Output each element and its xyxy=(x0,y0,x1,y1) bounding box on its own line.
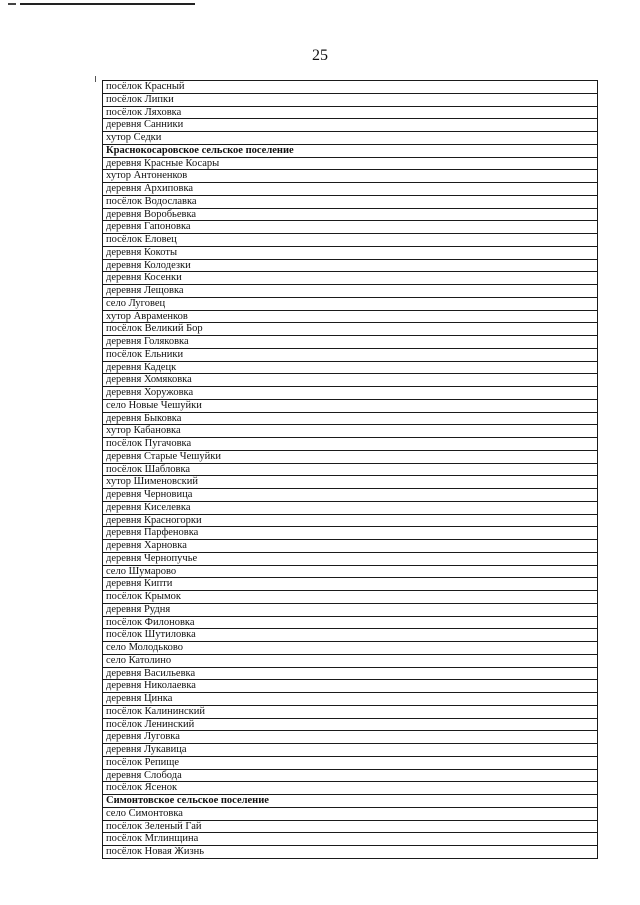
table-row xyxy=(103,438,598,451)
settlement-name-cell: посёлок Шабловка xyxy=(103,463,598,476)
settlement-name-cell: село Новые Чешуйки xyxy=(103,399,598,412)
settlement-name-cell: деревня Хомяковка xyxy=(103,374,598,387)
settlement-name-cell: деревня Старые Чешуйки xyxy=(103,450,598,463)
table-row xyxy=(103,348,598,361)
settlement-name-cell: деревня Кокоты xyxy=(103,246,598,259)
settlement-name-cell: село Симонтовка xyxy=(103,807,598,820)
table-row xyxy=(103,642,598,655)
settlement-name-cell: деревня Хоружовка xyxy=(103,387,598,400)
settlement-name-cell: деревня Воробьевка xyxy=(103,208,598,221)
settlement-name-cell: посёлок Еловец xyxy=(103,234,598,247)
table-row xyxy=(103,782,598,795)
table-row xyxy=(103,527,598,540)
table-row xyxy=(103,297,598,310)
settlement-name-cell: посёлок Репище xyxy=(103,756,598,769)
settlement-name-cell: хутор Авраменков xyxy=(103,310,598,323)
settlement-name-cell: деревня Николаевка xyxy=(103,680,598,693)
table-row xyxy=(103,667,598,680)
table-row xyxy=(103,744,598,757)
settlement-name-cell: деревня Цинка xyxy=(103,693,598,706)
settlement-name-cell: хутор Шименовский xyxy=(103,476,598,489)
table-row xyxy=(103,323,598,336)
settlement-name-cell: деревня Чернопучье xyxy=(103,552,598,565)
table-row xyxy=(103,450,598,463)
settlement-name-cell: деревня Гапоновка xyxy=(103,221,598,234)
settlement-name-cell: посёлок Калининский xyxy=(103,705,598,718)
settlement-name-cell: деревня Кипти xyxy=(103,578,598,591)
settlement-name-cell: посёлок Крымок xyxy=(103,591,598,604)
table-row xyxy=(103,807,598,820)
settlement-name-cell: деревня Рудня xyxy=(103,603,598,616)
table-row xyxy=(103,463,598,476)
table-row xyxy=(103,846,598,859)
settlement-name-cell: посёлок Мглинщина xyxy=(103,833,598,846)
scan-artifact xyxy=(8,3,16,5)
table-row xyxy=(103,399,598,412)
table-row xyxy=(103,81,598,94)
settlement-name-cell: деревня Черновица xyxy=(103,489,598,502)
settlement-name-cell: село Луговец xyxy=(103,297,598,310)
table-row xyxy=(103,234,598,247)
table-row xyxy=(103,540,598,553)
settlement-name-cell: деревня Киселевка xyxy=(103,501,598,514)
table-row xyxy=(103,565,598,578)
settlement-name-cell: деревня Архиповка xyxy=(103,183,598,196)
table-row xyxy=(103,195,598,208)
scan-artifact xyxy=(20,3,195,5)
settlement-name-cell: деревня Кадецк xyxy=(103,361,598,374)
table-row xyxy=(103,272,598,285)
table-row xyxy=(103,552,598,565)
settlement-name-cell: деревня Васильевка xyxy=(103,667,598,680)
settlement-name-cell: посёлок Ясенок xyxy=(103,782,598,795)
table-row xyxy=(103,119,598,132)
settlement-name-cell: село Католино xyxy=(103,654,598,667)
table-row xyxy=(103,259,598,272)
table-row xyxy=(103,578,598,591)
settlement-name-cell: посёлок Ляховка xyxy=(103,106,598,119)
table-row xyxy=(103,336,598,349)
table-row xyxy=(103,833,598,846)
table-row xyxy=(103,756,598,769)
table-row xyxy=(103,731,598,744)
settlement-name-cell: посёлок Филоновка xyxy=(103,616,598,629)
table-row xyxy=(103,157,598,170)
settlement-name-cell: село Молодьково xyxy=(103,642,598,655)
settlement-name-cell: деревня Косенки xyxy=(103,272,598,285)
table-row xyxy=(103,361,598,374)
settlement-name-cell: деревня Лещовка xyxy=(103,285,598,298)
settlement-name-cell: деревня Луговка xyxy=(103,731,598,744)
page-number: 25 xyxy=(312,47,328,64)
table-row xyxy=(103,93,598,106)
settlement-name-cell: посёлок Шутиловка xyxy=(103,629,598,642)
table-row xyxy=(103,718,598,731)
table-row xyxy=(103,132,598,145)
settlement-name-cell: деревня Красногорки xyxy=(103,514,598,527)
table-row xyxy=(103,693,598,706)
table-row xyxy=(103,489,598,502)
settlements-table xyxy=(102,80,598,859)
table-row xyxy=(103,412,598,425)
settlement-name-cell: село Шумарово xyxy=(103,565,598,578)
settlement-name-cell: хутор Кабановка xyxy=(103,425,598,438)
table-row xyxy=(103,221,598,234)
table-row xyxy=(103,310,598,323)
settlement-name-cell: посёлок Великий Бор xyxy=(103,323,598,336)
settlement-name-cell: посёлок Ельники xyxy=(103,348,598,361)
table-row xyxy=(103,208,598,221)
section-header-row xyxy=(103,795,598,808)
settlement-name-cell: посёлок Пугачовка xyxy=(103,438,598,451)
settlement-name-cell: посёлок Зеленый Гай xyxy=(103,820,598,833)
table-row xyxy=(103,629,598,642)
settlements-table-body xyxy=(103,81,598,859)
settlement-name-cell: посёлок Красный xyxy=(103,81,598,94)
table-row xyxy=(103,769,598,782)
section-title-cell: Симонтовское сельское поселение xyxy=(103,795,598,808)
table-row xyxy=(103,374,598,387)
table-row xyxy=(103,387,598,400)
settlement-name-cell: посёлок Новая Жизнь xyxy=(103,846,598,859)
settlement-name-cell: деревня Харновка xyxy=(103,540,598,553)
settlement-name-cell: деревня Слобода xyxy=(103,769,598,782)
table-row xyxy=(103,591,598,604)
table-row xyxy=(103,425,598,438)
settlement-name-cell: деревня Красные Косары xyxy=(103,157,598,170)
settlement-name-cell: деревня Лукавица xyxy=(103,744,598,757)
settlement-name-cell: посёлок Ленинский xyxy=(103,718,598,731)
table-row xyxy=(103,476,598,489)
table-row xyxy=(103,680,598,693)
scan-artifact xyxy=(95,76,96,82)
table-row xyxy=(103,603,598,616)
settlement-name-cell: деревня Голяковка xyxy=(103,336,598,349)
settlement-name-cell: хутор Седки xyxy=(103,132,598,145)
section-title-cell: Краснокосаровское сельское поселение xyxy=(103,144,598,157)
settlement-name-cell: посёлок Водославка xyxy=(103,195,598,208)
settlement-name-cell: деревня Санники xyxy=(103,119,598,132)
settlement-name-cell: посёлок Липки xyxy=(103,93,598,106)
table-row xyxy=(103,285,598,298)
settlement-name-cell: хутор Антоненков xyxy=(103,170,598,183)
table-row xyxy=(103,654,598,667)
table-row xyxy=(103,246,598,259)
table-row xyxy=(103,183,598,196)
settlement-name-cell: деревня Колодезки xyxy=(103,259,598,272)
table-row xyxy=(103,106,598,119)
table-row xyxy=(103,170,598,183)
table-row xyxy=(103,705,598,718)
table-row xyxy=(103,514,598,527)
section-header-row xyxy=(103,144,598,157)
table-row xyxy=(103,616,598,629)
table-row xyxy=(103,820,598,833)
table-row xyxy=(103,501,598,514)
settlement-name-cell: деревня Парфеновка xyxy=(103,527,598,540)
settlement-name-cell: деревня Быковка xyxy=(103,412,598,425)
